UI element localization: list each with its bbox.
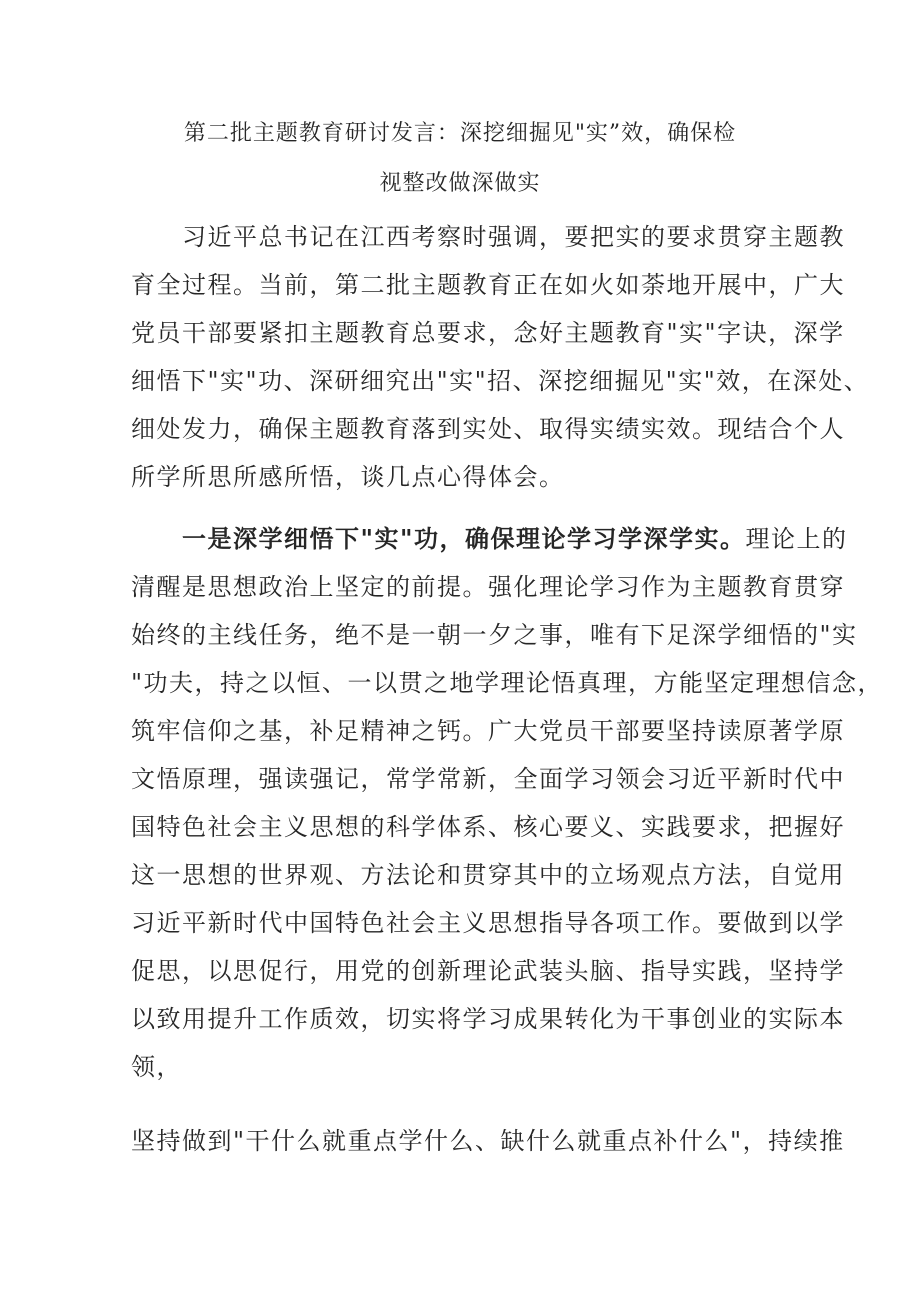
paragraph-1-line-6: 所学所思所感所悟，谈几点心得体会。 bbox=[131, 463, 565, 491]
paragraph-2-line-8: 这一思想的世界观、方法论和贯穿其中的立场观点方法，自觉用 bbox=[131, 861, 845, 889]
paragraph-2-line-4: "功夫，持之以恒、一以贯之地学理论悟真理，方能坚定理想信念， bbox=[131, 669, 884, 697]
paragraph-2-lead: 一是深学细悟下"实"功，确保理论学习学深学实。 bbox=[131, 524, 746, 553]
paragraph-1-line-5: 细处发力，确保主题教育落到实处、取得实绩实效。现结合个人 bbox=[131, 415, 845, 443]
paragraph-2-line-3: 始终的主线任务，绝不是一朝一夕之事，唯有下足深学细悟的"实 bbox=[131, 621, 858, 649]
paragraph-1-line-3: 党员干部要紧扣主题教育总要求，念好主题教育"实"字诀，深学 bbox=[131, 319, 845, 347]
paragraph-1-line-1: 习近平总书记在江西考察时强调，要把实的要求贯穿主题教 bbox=[131, 223, 845, 251]
paragraph-2-line-10: 促思，以思促行，用党的创新理论武装头脑、指导实践，坚持学 bbox=[131, 957, 845, 985]
document-title-line-2: 视整改做深做实 bbox=[379, 171, 541, 196]
paragraph-2-line-11: 以致用提升工作质效，切实将学习成果转化为干事创业的实际本 bbox=[131, 1005, 845, 1033]
paragraph-2-line-1-rest: 理论上的 bbox=[745, 525, 848, 553]
paragraph-3-line-1: 坚持做到"干什么就重点学什么、缺什么就重点补什么"，持续推 bbox=[131, 1127, 845, 1155]
paragraph-2-line-6: 文悟原理，强读强记，常学常新，全面学习领会习近平新时代中 bbox=[131, 765, 845, 793]
paragraph-2-line-7: 国特色社会主义思想的科学体系、核心要义、实践要求，把握好 bbox=[131, 813, 845, 841]
paragraph-2-line-2: 清醒是思想政治上坚定的前提。强化理论学习作为主题教育贯穿 bbox=[131, 573, 845, 601]
paragraph-1-line-2: 育全过程。当前，第二批主题教育正在如火如荼地开展中，广大 bbox=[131, 271, 845, 299]
paragraph-1-line-4: 细悟下"实"功、深研细究出"实"招、深挖细掘见"实"效，在深处、 bbox=[131, 367, 870, 395]
paragraph-2-line-9: 习近平新时代中国特色社会主义思想指导各项工作。要做到以学 bbox=[131, 909, 845, 937]
paragraph-2-line-1 bbox=[131, 524, 848, 554]
paragraph-2-line-12: 领， bbox=[131, 1053, 182, 1081]
document-title-line-1: 第二批主题教育研讨发言：深挖细掘见"实”效，确保检 bbox=[183, 121, 737, 146]
paragraph-2-line-5: 筑牢信仰之基，补足精神之钙。广大党员干部要坚持读原著学原 bbox=[131, 717, 845, 745]
